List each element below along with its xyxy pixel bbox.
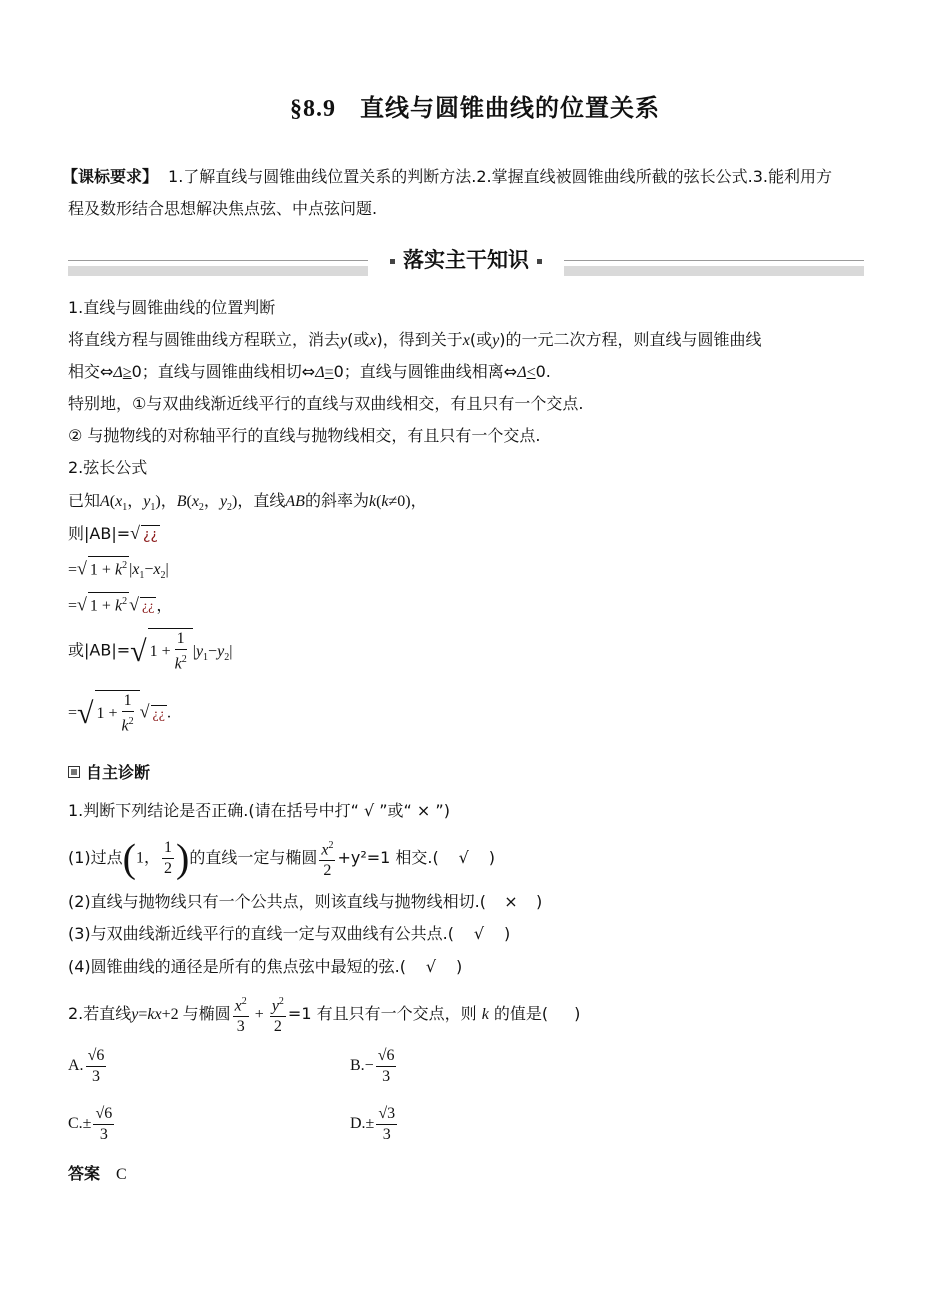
sqrt-content <box>148 628 193 674</box>
text-run: (或 <box>469 330 493 349</box>
formula-line-3: =√ $1 + k^2$ √ ¿¿ ， <box>68 592 172 617</box>
denominator: 3 <box>99 1126 108 1143</box>
sqrt-content <box>95 690 140 736</box>
denominator: 2 <box>323 862 332 880</box>
equals-sign: = <box>68 704 78 722</box>
page-title <box>0 88 950 123</box>
text-run: 将直线方程与圆锥曲线方程联立，消去 <box>68 330 341 349</box>
knowledge-paragraph-2 <box>68 361 551 384</box>
fraction <box>173 629 189 674</box>
text-run: 的斜率为 <box>304 491 369 510</box>
knowledge-paragraph-1 <box>68 329 761 352</box>
point-x: 1， <box>136 849 161 867</box>
fraction-x2-2 <box>319 836 335 881</box>
segment-ab: AB <box>285 493 305 510</box>
text-run: (3)与双曲线渐近线平行的直线一定与双曲线有公共点.( <box>68 924 454 943</box>
requirements-line-2: 程及数形结合思想解决焦点弦、中点弦问题. <box>68 199 378 218</box>
denominator: $k^2$ <box>121 716 134 735</box>
garbled-expression: ¿¿ <box>152 706 165 722</box>
numerator: √6 <box>93 1104 114 1125</box>
delta-symbol: Δ <box>113 364 123 381</box>
option-b-label: B.− <box>350 1057 374 1075</box>
self-diagnosis-heading <box>68 760 150 783</box>
text-run: ) <box>488 848 496 868</box>
text-run: ) <box>504 924 511 943</box>
garbled-expression: ¿¿ <box>143 527 158 543</box>
formula-line-5: =√ 1 + $\frac{1}{k^2}$ √ ¿¿ . <box>68 692 171 735</box>
text-run: 相交⇔ <box>68 362 114 381</box>
sqrt-content: $1 + k^2$ <box>88 592 129 615</box>
delta-symbol: Δ <box>315 364 325 381</box>
banner-dot-left <box>390 259 395 264</box>
text-run: (2)直线与抛物线只有一个公共点，则该直线与抛物线相切.( <box>68 892 486 911</box>
option-c-value <box>93 1104 114 1145</box>
answer-line <box>68 1161 127 1184</box>
formula-line-4 <box>68 628 232 674</box>
fraction <box>120 691 136 736</box>
text-run: +y²=1 相交.( <box>337 848 439 868</box>
formula-line-2 <box>68 556 169 588</box>
abs-diff-x: $|x_1-x_2|$ <box>129 561 169 582</box>
option-a-label: A. <box>68 1057 84 1075</box>
text-run: 的值是( <box>493 1004 549 1024</box>
point-a: A <box>100 493 110 510</box>
garbled-expression: ¿¿ <box>141 599 155 615</box>
point-a-coords: ($x_1$，$y_1$)， <box>109 493 177 514</box>
denominator: 2 <box>164 860 173 878</box>
text-run: 则|AB|= <box>68 524 131 543</box>
sqrt-sign: √ <box>139 701 150 722</box>
text-run: )，得到关于 <box>376 330 463 349</box>
option-a[interactable] <box>68 1046 108 1087</box>
answer-mark: √ <box>425 957 437 976</box>
paren-open: ( <box>122 835 136 881</box>
numerator: √3 <box>376 1104 397 1125</box>
fraction-x2-3 <box>233 992 249 1037</box>
denominator: 3 <box>236 1018 245 1036</box>
text-run: (或 <box>347 330 370 349</box>
section-title: 直线与圆锥曲线的位置关系 <box>360 93 660 122</box>
option-a-value <box>86 1046 107 1087</box>
sqrt-sign: √ <box>77 558 87 579</box>
fraction-y2-2 <box>270 992 286 1037</box>
text-run: )的一元二次方程，则直线与圆锥曲线 <box>499 330 762 349</box>
denominator: $k^2$ <box>174 654 187 673</box>
answer-mark: √ <box>473 924 485 943</box>
numerator: 1 <box>175 629 187 650</box>
section-number: §8.9 <box>290 96 336 122</box>
option-d-value <box>376 1104 397 1145</box>
numerator: √6 <box>376 1046 397 1067</box>
text-run: 或|AB|= <box>68 640 131 660</box>
point-b: B <box>176 493 187 510</box>
var-y: y <box>340 332 348 349</box>
var-k: k <box>481 1006 489 1024</box>
answer-mark: × <box>504 892 518 911</box>
option-b-value <box>376 1046 397 1087</box>
question-1-1 <box>68 836 495 881</box>
requirements-line-1: 1.了解直线与圆锥曲线位置关系的判断方法.2.掌握直线被圆锥曲线所截的弦长公式.3.能利用方 <box>168 167 832 186</box>
option-c-label: C.± <box>68 1115 92 1133</box>
text-run: 0；直线与圆锥曲线相切⇔ <box>131 362 316 381</box>
text-run: 0. <box>535 362 551 381</box>
answer-value: C <box>116 1166 127 1183</box>
var-x: x <box>369 332 377 349</box>
var-y: y <box>492 332 500 349</box>
text-run: ) <box>574 1004 581 1024</box>
section-box-icon <box>68 766 80 778</box>
option-d[interactable] <box>350 1104 399 1145</box>
sqrt-sign: √ <box>130 634 147 668</box>
knowledge-heading-1: 1.直线与圆锥曲线的位置判断 <box>68 298 276 317</box>
text-run: 的直线一定与椭圆 <box>189 848 318 868</box>
knowledge-paragraph-4: ② 与抛物线的对称轴平行的直线与抛物线相交，有且只有一个交点. <box>68 426 541 445</box>
text-run: 2.若直线 <box>68 1004 132 1024</box>
text-run: ) <box>456 957 463 976</box>
chord-known-points <box>68 490 427 519</box>
denominator: 3 <box>382 1068 391 1085</box>
numerator: $x^2$ <box>233 992 249 1017</box>
fraction-half <box>162 838 174 879</box>
banner-label: 落实主干知识 <box>403 248 529 272</box>
answer-mark: √ <box>458 848 469 868</box>
numerator: $x^2$ <box>319 836 335 861</box>
question-1-2 <box>68 891 542 913</box>
var-x: x <box>462 332 470 349</box>
question-1: 1.判断下列结论是否正确.(请在括号中打“ √ ”或“ × ”) <box>68 801 450 820</box>
text-run: (4)圆锥曲线的通径是所有的焦点弦中最短的弦.( <box>68 957 406 976</box>
sqrt-content: $1 + k^2$ <box>88 556 129 579</box>
plus-sign: + <box>250 1006 268 1024</box>
question-2 <box>68 992 580 1037</box>
delta-symbol: Δ <box>517 364 527 381</box>
numerator: 1 <box>162 838 174 859</box>
text-run: (1)过点 <box>68 848 123 868</box>
knowledge-paragraph-3: 特别地，①与双曲线渐近线平行的直线与双曲线相交，有且只有一个交点. <box>68 394 584 413</box>
denominator: 2 <box>273 1018 282 1036</box>
section-banner <box>68 244 864 280</box>
sqrt-sign: √ <box>77 594 87 615</box>
knowledge-heading-2: 2.弦长公式 <box>68 458 148 477</box>
text-run: 1 + <box>96 704 118 722</box>
denominator: 3 <box>91 1068 100 1085</box>
requirements-tag: 【课标要求】 <box>62 167 159 186</box>
sqrt-sign: √ <box>77 696 94 730</box>
text-run: 已知 <box>68 491 101 510</box>
abs-diff-y: $|y_1-y_2|$ <box>192 642 233 663</box>
var-k: k <box>368 493 377 510</box>
blank-answer: < <box>526 364 536 381</box>
text-run: =1 有且只有一个交点，则 <box>287 1004 477 1024</box>
section-label: 自主诊断 <box>86 763 151 782</box>
option-b[interactable] <box>350 1046 398 1087</box>
numerator: √6 <box>86 1046 107 1067</box>
question-1-3 <box>68 923 510 945</box>
numerator: 1 <box>122 691 134 712</box>
formula-line-1 <box>68 522 160 545</box>
text-run: 0；直线与圆锥曲线相离⇔ <box>333 362 518 381</box>
equals-sign: = <box>68 597 78 615</box>
text-run: 与椭圆 <box>182 1004 231 1024</box>
slope-condition: (k≠0)， <box>376 493 427 510</box>
question-1-4 <box>68 956 462 978</box>
point-b-coords: ($x_2$，$y_2$) <box>186 493 238 514</box>
option-c[interactable] <box>68 1104 116 1145</box>
text-run: 1 + <box>149 642 171 660</box>
curriculum-requirements <box>62 161 886 225</box>
blank-answer: ≥ <box>122 364 132 381</box>
banner-dot-right <box>537 259 542 264</box>
denominator: 3 <box>382 1126 391 1143</box>
sqrt-sign: √ <box>130 523 141 543</box>
text-run: ，直线 <box>237 491 286 510</box>
text-run: ) <box>536 892 543 911</box>
numerator: $y^2$ <box>270 992 286 1017</box>
blank-answer: = <box>324 364 334 381</box>
option-d-label: D.± <box>350 1115 375 1133</box>
paren-close: ) <box>176 835 190 881</box>
equals-sign: = <box>68 561 78 579</box>
line-equation: y=kx+2 <box>131 1006 183 1024</box>
answer-label: 答案 <box>68 1164 101 1183</box>
sqrt-sign: √ <box>129 594 139 615</box>
